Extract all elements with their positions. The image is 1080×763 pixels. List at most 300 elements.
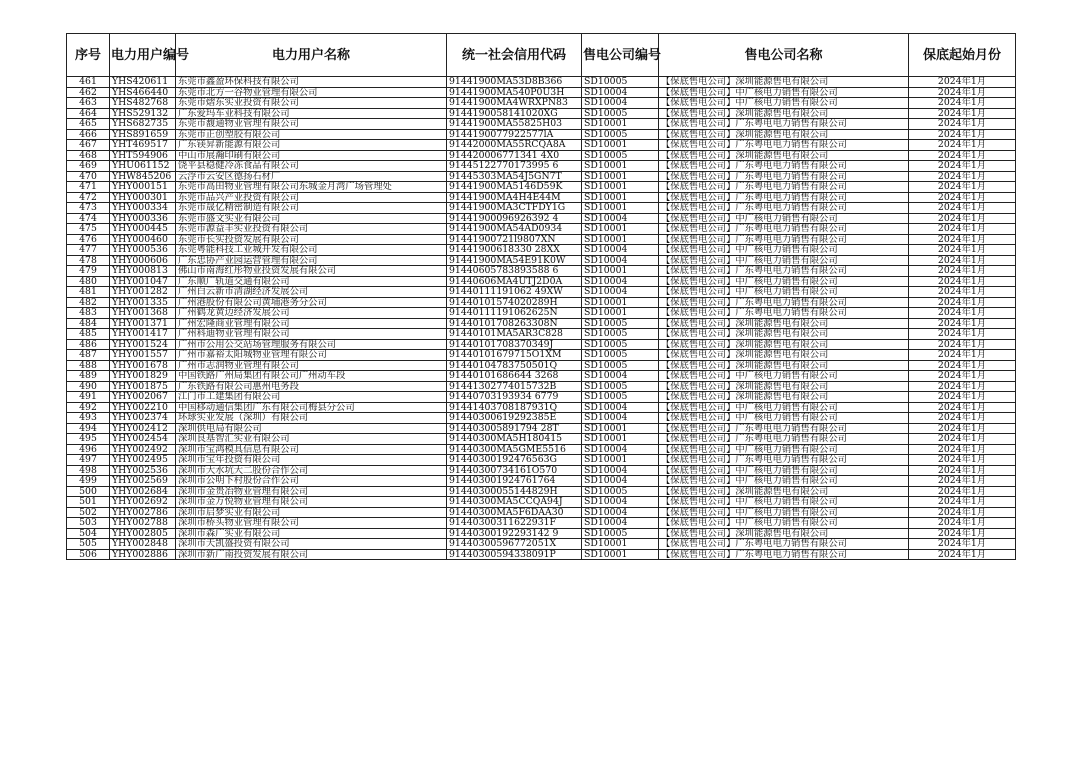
cell-index: 493 — [67, 413, 110, 424]
cell-credit-code: 91440605783893588 6 — [447, 266, 582, 277]
cell-start-month: 2024年1月 — [909, 497, 1016, 508]
cell-credit-code: 91440101708370349J — [447, 339, 582, 350]
cell-retailer-name: 【保底售电公司】广东粤电电力销售有限公司 — [659, 266, 909, 277]
cell-start-month: 2024年1月 — [909, 318, 1016, 329]
cell-retailer-name: 【保底售电公司】中广核电力销售有限公司 — [659, 402, 909, 413]
cell-user-name: 广东忠协产业园运营管理有限公司 — [176, 255, 447, 266]
cell-credit-code: 91445122770173995 6 — [447, 161, 582, 172]
cell-user-id: YHY000813 — [110, 266, 176, 277]
cell-credit-code: 91441900MA55825H03 — [447, 119, 582, 130]
cell-user-name: 广州宏隆商业管理有限公司 — [176, 318, 447, 329]
cell-retailer-name: 【保底售电公司】中广核电力销售有限公司 — [659, 87, 909, 98]
cell-user-id: YHY002848 — [110, 539, 176, 550]
cell-start-month: 2024年1月 — [909, 108, 1016, 119]
cell-retailer-name: 【保底售电公司】中广核电力销售有限公司 — [659, 476, 909, 487]
cell-user-name: 广州港股份有限公司黄埔港务分公司 — [176, 297, 447, 308]
cell-index: 489 — [67, 371, 110, 382]
cell-retailer-id: SD10001 — [582, 423, 659, 434]
cell-retailer-name: 【保底售电公司】广东粤电电力销售有限公司 — [659, 140, 909, 151]
cell-index: 475 — [67, 224, 110, 235]
cell-start-month: 2024年1月 — [909, 276, 1016, 287]
cell-user-id: YHY002412 — [110, 423, 176, 434]
cell-start-month: 2024年1月 — [909, 182, 1016, 193]
cell-credit-code: 91441302774015732B — [447, 381, 582, 392]
cell-retailer-id: SD10001 — [582, 171, 659, 182]
cell-start-month: 2024年1月 — [909, 213, 1016, 224]
cell-index: 468 — [67, 150, 110, 161]
cell-retailer-id: SD10005 — [582, 129, 659, 140]
cell-user-name: 广东爱玛车业科技有限公司 — [176, 108, 447, 119]
cell-index: 480 — [67, 276, 110, 287]
cell-user-name: 深圳市大水坑大二股份合作公司 — [176, 465, 447, 476]
cell-start-month: 2024年1月 — [909, 339, 1016, 350]
cell-start-month: 2024年1月 — [909, 150, 1016, 161]
cell-retailer-id: SD10005 — [582, 339, 659, 350]
cell-start-month: 2024年1月 — [909, 528, 1016, 539]
cell-user-name: 深圳市桥头物业管理有限公司 — [176, 518, 447, 529]
cell-retailer-id: SD10005 — [582, 150, 659, 161]
cell-index: 466 — [67, 129, 110, 140]
table-row — [67, 203, 1016, 214]
cell-user-name: 深圳市森广实业有限公司 — [176, 528, 447, 539]
cell-user-id: YHY001282 — [110, 287, 176, 298]
cell-credit-code: 91440111191062 49XW — [447, 287, 582, 298]
cell-retailer-name: 【保底售电公司】广东粤电电力销售有限公司 — [659, 119, 909, 130]
table-row — [67, 224, 1016, 235]
cell-index: 479 — [67, 266, 110, 277]
cell-index: 483 — [67, 308, 110, 319]
cell-user-id: YHY001875 — [110, 381, 176, 392]
cell-user-id: YHY001047 — [110, 276, 176, 287]
cell-user-name: 深圳市公明下村股份合作公司 — [176, 476, 447, 487]
cell-retailer-name: 【保底售电公司】中广核电力销售有限公司 — [659, 518, 909, 529]
cell-retailer-name: 【保底售电公司】广东粤电电力销售有限公司 — [659, 434, 909, 445]
table-row — [67, 371, 1016, 382]
cell-index: 472 — [67, 192, 110, 203]
table-row — [67, 360, 1016, 371]
cell-user-name: 东莞市高田物业管理有限公司东城金月湾广场管理处 — [176, 182, 447, 193]
table-row — [67, 161, 1016, 172]
cell-user-name: 广州市嘉裕太阳城物业管理有限公司 — [176, 350, 447, 361]
cell-retailer-name: 【保底售电公司】深圳能源售电有限公司 — [659, 329, 909, 340]
cell-index: 487 — [67, 350, 110, 361]
cell-user-name: 深圳市天凯盛投资有限公司 — [176, 539, 447, 550]
cell-start-month: 2024年1月 — [909, 329, 1016, 340]
cell-credit-code: 91440101679715O1XM — [447, 350, 582, 361]
table-row — [67, 381, 1016, 392]
header-retailer-name: 售电公司名称 — [659, 34, 909, 77]
cell-user-id: YHY000334 — [110, 203, 176, 214]
cell-index: 482 — [67, 297, 110, 308]
cell-retailer-name: 【保底售电公司】广东粤电电力销售有限公司 — [659, 549, 909, 560]
cell-index: 494 — [67, 423, 110, 434]
table-row — [67, 276, 1016, 287]
cell-retailer-name: 【保底售电公司】广东粤电电力销售有限公司 — [659, 224, 909, 235]
cell-index: 463 — [67, 98, 110, 109]
cell-user-name: 东莞市盛文实业有限公司 — [176, 213, 447, 224]
cell-retailer-name: 【保底售电公司】深圳能源售电有限公司 — [659, 528, 909, 539]
cell-user-id: YHY002495 — [110, 455, 176, 466]
cell-index: 499 — [67, 476, 110, 487]
cell-retailer-id: SD10001 — [582, 140, 659, 151]
cell-index: 476 — [67, 234, 110, 245]
cell-retailer-id: SD10001 — [582, 308, 659, 319]
cell-start-month: 2024年1月 — [909, 161, 1016, 172]
cell-index: 461 — [67, 77, 110, 88]
cell-start-month: 2024年1月 — [909, 486, 1016, 497]
cell-retailer-id: SD10004 — [582, 287, 659, 298]
cell-index: 465 — [67, 119, 110, 130]
cell-credit-code: 91440300311622931F — [447, 518, 582, 529]
cell-user-id: YHY002536 — [110, 465, 176, 476]
cell-index: 490 — [67, 381, 110, 392]
cell-user-name: 中山市展瀚印刷有限公司 — [176, 150, 447, 161]
cell-retailer-name: 【保底售电公司】深圳能源售电有限公司 — [659, 486, 909, 497]
cell-user-id: YHY002374 — [110, 413, 176, 424]
cell-start-month: 2024年1月 — [909, 381, 1016, 392]
cell-start-month: 2024年1月 — [909, 119, 1016, 130]
cell-retailer-id: SD10004 — [582, 276, 659, 287]
cell-retailer-id: SD10001 — [582, 539, 659, 550]
cell-user-id: YHY001829 — [110, 371, 176, 382]
cell-user-name: 深圳市启梦实业有限公司 — [176, 507, 447, 518]
cell-credit-code: 91441900MA5146D59K — [447, 182, 582, 193]
cell-credit-code: 91440300MA5CCQA94J — [447, 497, 582, 508]
cell-user-id: YHY001524 — [110, 339, 176, 350]
table-row — [67, 476, 1016, 487]
cell-credit-code: 91441900MA4WRXPN83 — [447, 98, 582, 109]
cell-index: 501 — [67, 497, 110, 508]
cell-index: 504 — [67, 528, 110, 539]
cell-retailer-id: SD10001 — [582, 182, 659, 193]
cell-index: 491 — [67, 392, 110, 403]
cell-retailer-name: 【保底售电公司】中广核电力销售有限公司 — [659, 444, 909, 455]
cell-retailer-id: SD10001 — [582, 234, 659, 245]
cell-start-month: 2024年1月 — [909, 287, 1016, 298]
cell-start-month: 2024年1月 — [909, 507, 1016, 518]
cell-retailer-id: SD10004 — [582, 444, 659, 455]
cell-credit-code: 91440300MA5GME5516 — [447, 444, 582, 455]
cell-user-name: 深圳良基智汇实业有限公司 — [176, 434, 447, 445]
table-row — [67, 329, 1016, 340]
cell-retailer-id: SD10005 — [582, 381, 659, 392]
cell-start-month: 2024年1月 — [909, 455, 1016, 466]
cell-retailer-name: 【保底售电公司】中广核电力销售有限公司 — [659, 213, 909, 224]
table-row — [67, 402, 1016, 413]
cell-start-month: 2024年1月 — [909, 77, 1016, 88]
cell-index: 496 — [67, 444, 110, 455]
cell-credit-code: 91440703193934 6779 — [447, 392, 582, 403]
cell-start-month: 2024年1月 — [909, 234, 1016, 245]
cell-start-month: 2024年1月 — [909, 140, 1016, 151]
cell-index: 477 — [67, 245, 110, 256]
table-row — [67, 98, 1016, 109]
table-row — [67, 518, 1016, 529]
cell-index: 474 — [67, 213, 110, 224]
cell-credit-code: 91440300MA5F6DAA30 — [447, 507, 582, 518]
header-retailer-id: 售电公司编号 — [582, 34, 659, 77]
cell-retailer-name: 【保底售电公司】深圳能源售电有限公司 — [659, 108, 909, 119]
cell-retailer-id: SD10001 — [582, 224, 659, 235]
cell-start-month: 2024年1月 — [909, 203, 1016, 214]
cell-retailer-name: 【保底售电公司】广东粤电电力销售有限公司 — [659, 234, 909, 245]
table-row — [67, 549, 1016, 560]
table-row — [67, 245, 1016, 256]
table-row — [67, 539, 1016, 550]
cell-retailer-id: SD10001 — [582, 266, 659, 277]
table-row — [67, 213, 1016, 224]
cell-retailer-id: SD10001 — [582, 119, 659, 130]
cell-user-id: YHW845206 — [110, 171, 176, 182]
cell-start-month: 2024年1月 — [909, 171, 1016, 182]
cell-credit-code: 91441900721l9807XN — [447, 234, 582, 245]
cell-start-month: 2024年1月 — [909, 476, 1016, 487]
cell-retailer-name: 【保底售电公司】广东粤电电力销售有限公司 — [659, 182, 909, 193]
cell-user-id: YHY001417 — [110, 329, 176, 340]
header-user-name: 电力用户名称 — [176, 34, 447, 77]
cell-retailer-name: 【保底售电公司】深圳能源售电有限公司 — [659, 350, 909, 361]
cell-retailer-name: 【保底售电公司】广东粤电电力销售有限公司 — [659, 161, 909, 172]
cell-user-id: YHY002569 — [110, 476, 176, 487]
cell-index: 485 — [67, 329, 110, 340]
cell-user-id: YHY002805 — [110, 528, 176, 539]
cell-credit-code: 91441900618330 28XX — [447, 245, 582, 256]
header-credit-code: 统一社会信用代码 — [447, 34, 582, 77]
table-row — [67, 465, 1016, 476]
cell-retailer-id: SD10004 — [582, 413, 659, 424]
cell-start-month: 2024年1月 — [909, 87, 1016, 98]
cell-credit-code: 91440606MA4UTJ2D0A — [447, 276, 582, 287]
cell-credit-code: 91441403708187931Q — [447, 402, 582, 413]
cell-user-name: 广州市志润物业管理有限公司 — [176, 360, 447, 371]
table-row — [67, 497, 1016, 508]
cell-user-name: 云浮市云安区德扬石材厂 — [176, 171, 447, 182]
table-row — [67, 486, 1016, 497]
cell-user-id: YHY000151 — [110, 182, 176, 193]
cell-retailer-name: 【保底售电公司】中广核电力销售有限公司 — [659, 276, 909, 287]
cell-index: 471 — [67, 182, 110, 193]
cell-user-id: YHY002788 — [110, 518, 176, 529]
cell-credit-code: 91440101574020289H — [447, 297, 582, 308]
table-row — [67, 129, 1016, 140]
cell-user-id: YHU061152 — [110, 161, 176, 172]
cell-index: 503 — [67, 518, 110, 529]
cell-start-month: 2024年1月 — [909, 423, 1016, 434]
cell-retailer-id: SD10004 — [582, 476, 659, 487]
cell-start-month: 2024年1月 — [909, 255, 1016, 266]
cell-index: 495 — [67, 434, 110, 445]
cell-user-name: 广州科迪物业管理有限公司 — [176, 329, 447, 340]
cell-start-month: 2024年1月 — [909, 98, 1016, 109]
cell-credit-code: 91440111191062625N — [447, 308, 582, 319]
cell-user-name: 深圳市金万悦物业管理有限公司 — [176, 497, 447, 508]
cell-index: 470 — [67, 171, 110, 182]
header-user-id: 电力用户编号 — [110, 34, 176, 77]
table-row — [67, 413, 1016, 424]
cell-start-month: 2024年1月 — [909, 350, 1016, 361]
cell-retailer-name: 【保底售电公司】中广核电力销售有限公司 — [659, 465, 909, 476]
table-row — [67, 140, 1016, 151]
cell-user-id: YHY002210 — [110, 402, 176, 413]
cell-credit-code: 91441900096926392 4 — [447, 213, 582, 224]
cell-credit-code: 91440101MA5AR3C828 — [447, 329, 582, 340]
cell-user-id: YHY001678 — [110, 360, 176, 371]
cell-user-id: YHY000336 — [110, 213, 176, 224]
cell-user-id: YHY001335 — [110, 297, 176, 308]
cell-user-id: YHY002454 — [110, 434, 176, 445]
cell-user-id: YHY000536 — [110, 245, 176, 256]
cell-retailer-name: 【保底售电公司】深圳能源售电有限公司 — [659, 381, 909, 392]
cell-user-id: YHY002886 — [110, 549, 176, 560]
cell-retailer-name: 【保底售电公司】中广核电力销售有限公司 — [659, 98, 909, 109]
cell-start-month: 2024年1月 — [909, 297, 1016, 308]
cell-retailer-id: SD10005 — [582, 350, 659, 361]
table-body — [67, 77, 1016, 560]
table-row — [67, 434, 1016, 445]
cell-credit-code: 91441900MA3CTFDY1G — [447, 203, 582, 214]
cell-index: 464 — [67, 108, 110, 119]
table-row — [67, 318, 1016, 329]
cell-index: 498 — [67, 465, 110, 476]
cell-index: 478 — [67, 255, 110, 266]
cell-user-name: 佛山市南海红彤物业投资发展有限公司 — [176, 266, 447, 277]
cell-retailer-name: 【保底售电公司】深圳能源售电有限公司 — [659, 339, 909, 350]
cell-index: 492 — [67, 402, 110, 413]
cell-index: 473 — [67, 203, 110, 214]
table-row — [67, 392, 1016, 403]
cell-index: 462 — [67, 87, 110, 98]
cell-user-id: YHY001371 — [110, 318, 176, 329]
cell-user-name: 中国铁路广州局集团有限公司广州动车段 — [176, 371, 447, 382]
cell-user-name: 广东铁路有限公司惠州电务段 — [176, 381, 447, 392]
cell-credit-code: 91440300055144829H — [447, 486, 582, 497]
cell-user-id: YHY000606 — [110, 255, 176, 266]
cell-credit-code: 91440300734161O570 — [447, 465, 582, 476]
table-row — [67, 339, 1016, 350]
cell-credit-code: 91445303MA54J5GN7T — [447, 171, 582, 182]
cell-start-month: 2024年1月 — [909, 224, 1016, 235]
table-row — [67, 87, 1016, 98]
cell-user-id: YHY002786 — [110, 507, 176, 518]
cell-user-name: 江门市工建集团有限公司 — [176, 392, 447, 403]
cell-retailer-id: SD10004 — [582, 507, 659, 518]
cell-start-month: 2024年1月 — [909, 434, 1016, 445]
cell-credit-code: 91440300192476563G — [447, 455, 582, 466]
cell-retailer-id: SD10001 — [582, 434, 659, 445]
cell-user-name: 东莞市晟亿精密制造有限公司 — [176, 203, 447, 214]
header-row — [67, 34, 1016, 77]
cell-credit-code: 91440300MA5H180415 — [447, 434, 582, 445]
cell-index: 469 — [67, 161, 110, 172]
cell-retailer-id: SD10001 — [582, 203, 659, 214]
cell-user-name: 深圳市宝年投资有限公司 — [176, 455, 447, 466]
cell-credit-code: 91440101708263308N — [447, 318, 582, 329]
cell-start-month: 2024年1月 — [909, 192, 1016, 203]
cell-retailer-id: SD10001 — [582, 192, 659, 203]
cell-retailer-name: 【保底售电公司】深圳能源售电有限公司 — [659, 318, 909, 329]
cell-retailer-name: 【保底售电公司】深圳能源售电有限公司 — [659, 150, 909, 161]
cell-user-name: 环球实业发展（深圳）有限公司 — [176, 413, 447, 424]
cell-retailer-id: SD10005 — [582, 360, 659, 371]
cell-retailer-name: 【保底售电公司】中广核电力销售有限公司 — [659, 507, 909, 518]
table-header — [67, 34, 1016, 77]
cell-user-name: 广州市公用公交站场管理服务有限公司 — [176, 339, 447, 350]
cell-retailer-id: SD10005 — [582, 318, 659, 329]
cell-index: 488 — [67, 360, 110, 371]
cell-retailer-id: SD10005 — [582, 392, 659, 403]
cell-retailer-name: 【保底售电公司】中广核电力销售有限公司 — [659, 287, 909, 298]
cell-start-month: 2024年1月 — [909, 444, 1016, 455]
cell-user-id: YHY002492 — [110, 444, 176, 455]
cell-retailer-id: SD10004 — [582, 402, 659, 413]
cell-retailer-name: 【保底售电公司】深圳能源售电有限公司 — [659, 392, 909, 403]
cell-user-id: YHY002067 — [110, 392, 176, 403]
cell-user-name: 东莞市品兴产业投资有限公司 — [176, 192, 447, 203]
cell-credit-code: 91440104783750501Q — [447, 360, 582, 371]
cell-retailer-name: 【保底售电公司】中广核电力销售有限公司 — [659, 497, 909, 508]
cell-start-month: 2024年1月 — [909, 392, 1016, 403]
cell-credit-code: 91442000MA55RCQA8A — [447, 140, 582, 151]
table-row — [67, 192, 1016, 203]
table-row — [67, 119, 1016, 130]
header-index: 序号 — [67, 34, 110, 77]
cell-user-id: YHT594906 — [110, 150, 176, 161]
table-row — [67, 182, 1016, 193]
cell-retailer-name: 【保底售电公司】深圳能源售电有限公司 — [659, 77, 909, 88]
cell-retailer-name: 【保底售电公司】广东粤电电力销售有限公司 — [659, 171, 909, 182]
cell-retailer-name: 【保底售电公司】中广核电力销售有限公司 — [659, 255, 909, 266]
cell-start-month: 2024年1月 — [909, 549, 1016, 560]
cell-user-id: YHY000445 — [110, 224, 176, 235]
cell-retailer-id: SD10005 — [582, 528, 659, 539]
cell-retailer-id: SD10005 — [582, 108, 659, 119]
table-row — [67, 444, 1016, 455]
cell-start-month: 2024年1月 — [909, 518, 1016, 529]
cell-retailer-name: 【保底售电公司】中广核电力销售有限公司 — [659, 245, 909, 256]
cell-credit-code: 9144190058141020XG — [447, 108, 582, 119]
cell-start-month: 2024年1月 — [909, 308, 1016, 319]
cell-user-id: YHY000460 — [110, 234, 176, 245]
cell-retailer-name: 【保底售电公司】广东粤电电力销售有限公司 — [659, 423, 909, 434]
cell-index: 502 — [67, 507, 110, 518]
cell-user-name: 广州鹤龙黄边经济发展公司 — [176, 308, 447, 319]
cell-credit-code: 914420006771341 4X0 — [447, 150, 582, 161]
cell-retailer-id: SD10004 — [582, 245, 659, 256]
table-row — [67, 255, 1016, 266]
cell-retailer-id: SD10001 — [582, 549, 659, 560]
cell-index: 497 — [67, 455, 110, 466]
table-row — [67, 287, 1016, 298]
table-row — [67, 108, 1016, 119]
cell-index: 484 — [67, 318, 110, 329]
cell-retailer-id: SD10005 — [582, 486, 659, 497]
cell-retailer-id: SD10004 — [582, 465, 659, 476]
cell-user-name: 中国移动通信集团广东有限公司梅县分公司 — [176, 402, 447, 413]
cell-start-month: 2024年1月 — [909, 129, 1016, 140]
cell-user-id: YHY002692 — [110, 497, 176, 508]
cell-retailer-id: SD10004 — [582, 213, 659, 224]
cell-credit-code: 91440300619292385E — [447, 413, 582, 424]
cell-retailer-id: SD10005 — [582, 77, 659, 88]
cell-user-name: 东莞市北方一谷物业管理有限公司 — [176, 87, 447, 98]
cell-retailer-name: 【保底售电公司】广东粤电电力销售有限公司 — [659, 455, 909, 466]
cell-credit-code: 91440300192293142 9 — [447, 528, 582, 539]
cell-user-id: YHY000301 — [110, 192, 176, 203]
table-row — [67, 308, 1016, 319]
cell-retailer-id: SD10004 — [582, 518, 659, 529]
cell-index: 467 — [67, 140, 110, 151]
table-row — [67, 507, 1016, 518]
